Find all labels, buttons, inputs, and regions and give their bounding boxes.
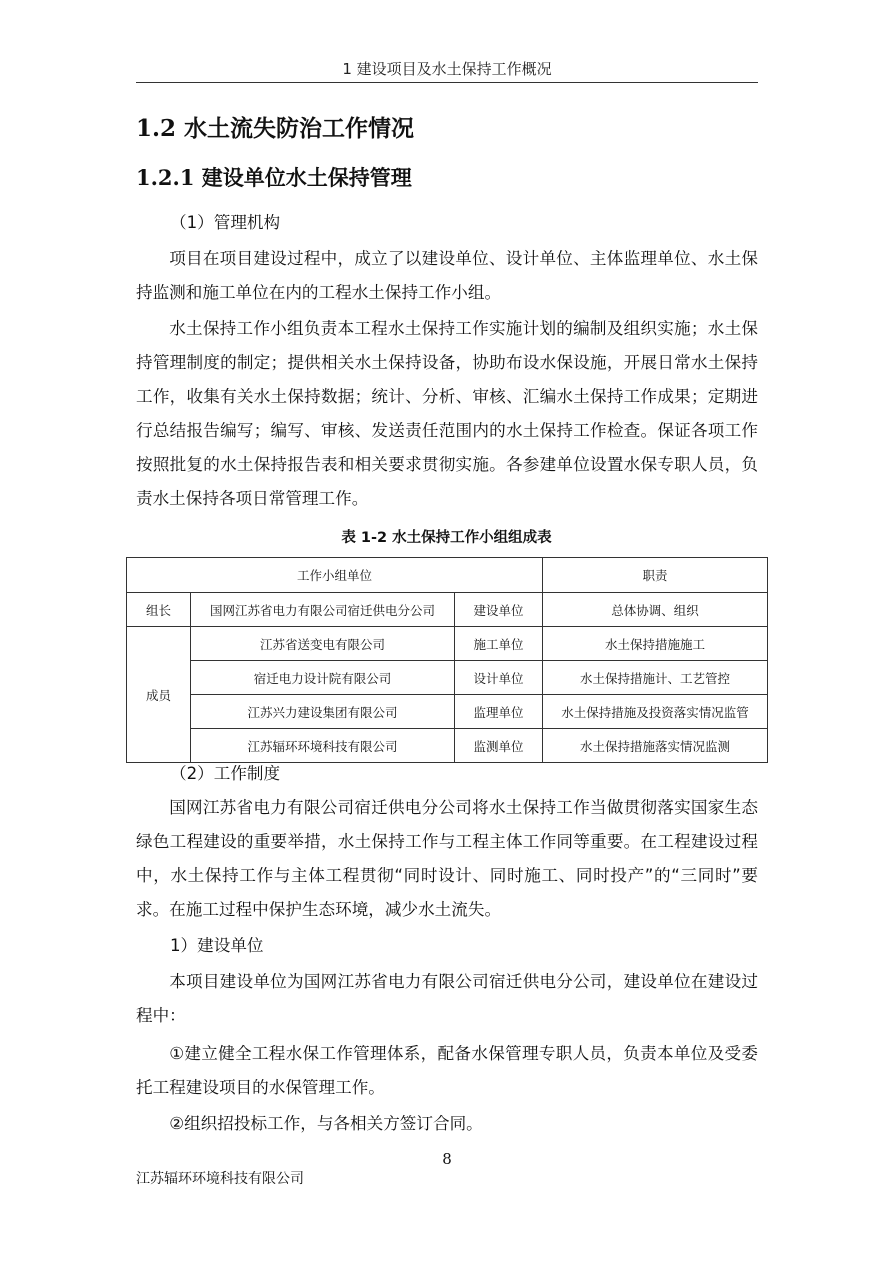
unit-type-cell: 设计单位: [455, 661, 543, 695]
company-cell: 宿迁电力设计院有限公司: [191, 661, 455, 695]
footer-company: 江苏辐环环境科技有限公司: [136, 1171, 304, 1187]
role-cell: 组长: [127, 593, 191, 627]
paragraph-item-1: ①建立健全工程水保工作管理体系，配备水保管理专职人员，负责本单位及受委托工程建设项目的水保管理工作。: [136, 1044, 758, 1097]
subsection-heading: 1.2.1 建设单位水土保持管理: [136, 165, 412, 190]
unit-type-cell: 监测单位: [455, 729, 543, 763]
company-cell: 国网江苏省电力有限公司宿迁供电分公司: [191, 593, 455, 627]
header-cell-duty: 职责: [543, 558, 768, 593]
unit-type-cell: 施工单位: [455, 627, 543, 661]
paragraph-item-2: ②组织招投标工作，与各相关方签订合同。: [169, 1114, 483, 1133]
subheading-work-system: （2）工作制度: [170, 764, 281, 783]
unit-type-cell: 监理单位: [455, 695, 543, 729]
table-header-row: [127, 558, 768, 593]
paragraph-work-system: 国网江苏省电力有限公司宿迁供电分公司将水土保持工作当做贯彻落实国家生态绿色工程建设的重要举措，水土保持工作与工程主体工作同等重要。在工程建设过程中，水土保持工作与主体工程贯彻“同时设计、同时施工、同时投产”的“三同时”要求。在施工过程中保护生态环境，减少水土流失。: [136, 798, 758, 919]
subheading-construction-unit: 1）建设单位: [170, 936, 264, 955]
section-heading: 1.2 水土流失防治工作情况: [136, 115, 415, 142]
table-caption: 表 1-2 水土保持工作小组组成表: [341, 530, 552, 546]
table-row: [127, 661, 768, 695]
duty-cell: 水土保持措施计、工艺管控: [543, 661, 768, 695]
company-cell: 江苏兴力建设集团有限公司: [191, 695, 455, 729]
work-group-table: [126, 557, 768, 763]
duty-cell: 水土保持措施施工: [543, 627, 768, 661]
company-cell: 江苏辐环环境科技有限公司: [191, 729, 455, 763]
unit-type-cell: 建设单位: [455, 593, 543, 627]
page-header-title: 1 建设项目及水土保持工作概况: [342, 60, 552, 78]
paragraph-org-intro: 项目在项目建设过程中，成立了以建设单位、设计单位、主体监理单位、水土保持监测和施工单位在内的工程水土保持工作小组。: [136, 249, 758, 302]
role-cell: 成员: [127, 627, 191, 763]
duty-cell: 水土保持措施及投资落实情况监管: [543, 695, 768, 729]
subheading-management-org: （1）管理机构: [170, 213, 281, 232]
header-cell-unit: 工作小组单位: [127, 558, 543, 593]
table-row: [127, 695, 768, 729]
duty-cell: 总体协调、组织: [543, 593, 768, 627]
paragraph-construction-unit: 本项目建设单位为国网江苏省电力有限公司宿迁供电分公司，建设单位在建设过程中：: [136, 972, 758, 1025]
page-number: 8: [442, 1150, 452, 1168]
header-divider: [136, 82, 758, 83]
paragraph-group-duties: 水土保持工作小组负责本工程水土保持工作实施计划的编制及组织实施；水土保持管理制度的制定；提供相关水土保持设备，协助布设水保设施，开展日常水土保持工作，收集有关水土保持数据；统计、分析、审核、汇编水土保持工作成果；定期进行总结报告编写；编写、审核、发送责任范围内的水土保持工作检查。保证各项工作按照批复的水土保持报告表和相关要求贯彻实施。各参建单位设置水保专职人员，负责水土保持各项日常管理工作。: [136, 319, 758, 508]
duty-cell: 水土保持措施落实情况监测: [543, 729, 768, 763]
table-row-leader: [127, 593, 768, 627]
table-row: [127, 627, 768, 661]
company-cell: 江苏省送变电有限公司: [191, 627, 455, 661]
